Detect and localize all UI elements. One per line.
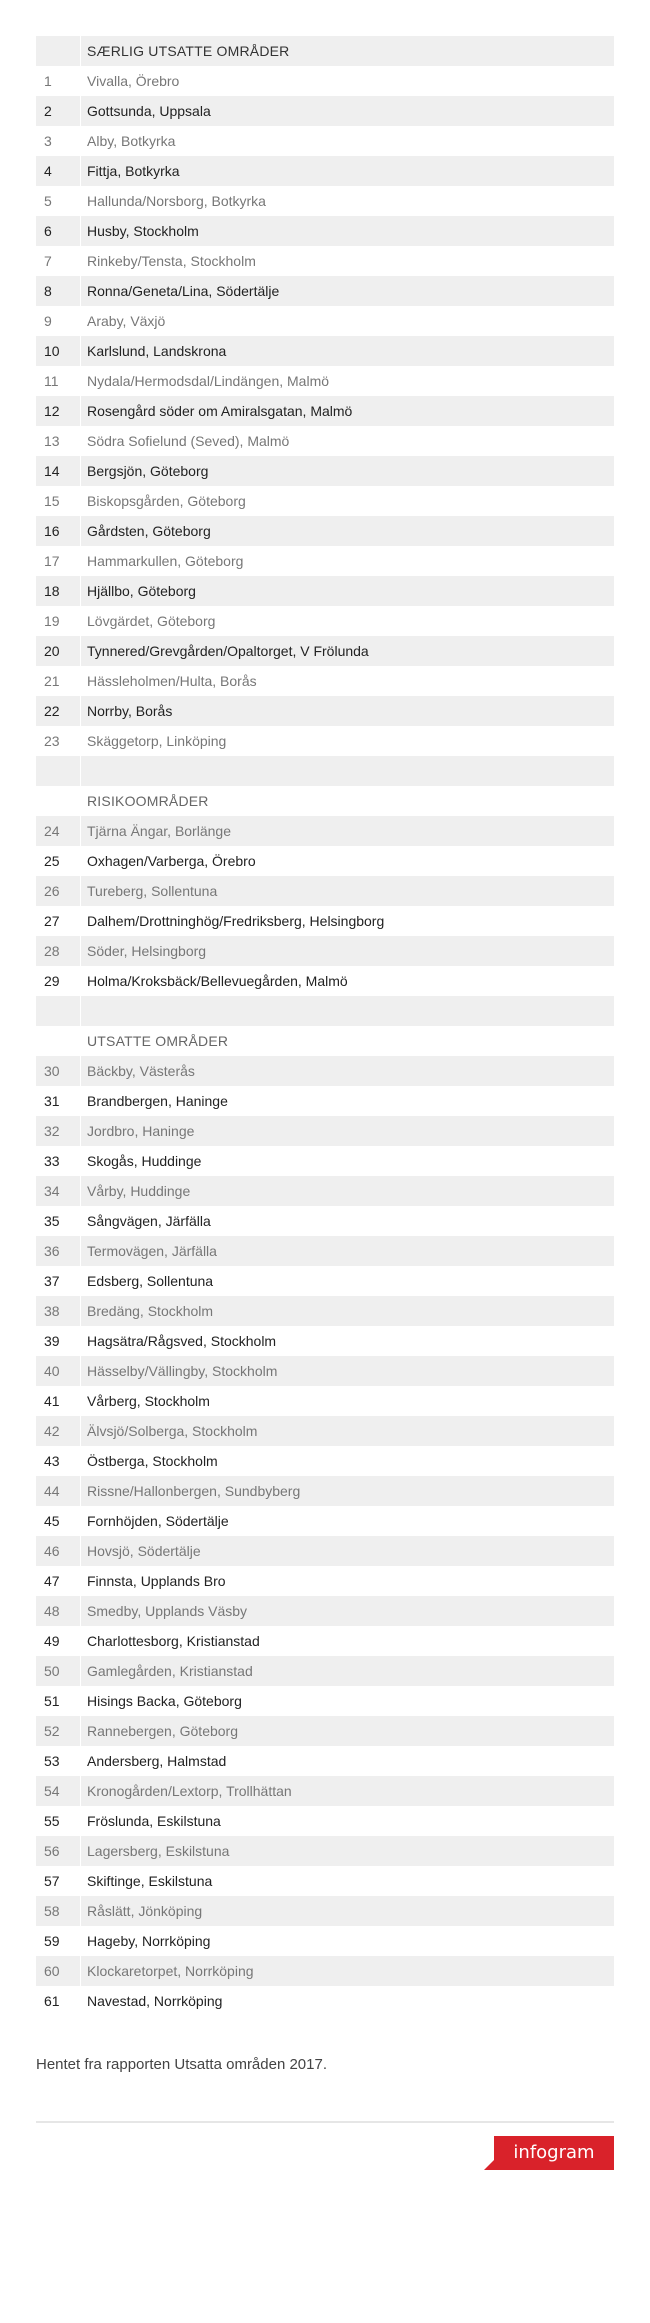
table-row <box>36 606 614 636</box>
row-number: 5 <box>44 193 52 209</box>
table-row <box>36 156 614 186</box>
row-area-name: Tjärna Ängar, Borlänge <box>87 823 231 839</box>
row-number: 16 <box>44 523 60 539</box>
row-area-name: Vårberg, Stockholm <box>87 1393 210 1409</box>
row-area-name: Araby, Växjö <box>87 313 166 329</box>
row-area-name: Hallunda/Norsborg, Botkyrka <box>87 193 266 209</box>
row-number: 57 <box>44 1873 60 1889</box>
row-number: 28 <box>44 943 60 959</box>
areas-table <box>36 36 614 2016</box>
row-area-name: Alby, Botkyrka <box>87 133 176 149</box>
row-area-name: Hisings Backa, Göteborg <box>87 1693 242 1709</box>
table-row <box>36 1386 614 1416</box>
row-area-name: Brandbergen, Haninge <box>87 1093 228 1109</box>
table-row <box>36 1566 614 1596</box>
row-number: 35 <box>44 1213 60 1229</box>
row-number: 55 <box>44 1813 60 1829</box>
row-number: 46 <box>44 1543 60 1559</box>
row-number: 22 <box>44 703 60 719</box>
row-area-name: Holma/Kroksbäck/Bellevuegården, Malmö <box>87 973 348 989</box>
row-area-name: Oxhagen/Varberga, Örebro <box>87 853 256 869</box>
table-row <box>36 816 614 846</box>
row-area-name: Gottsunda, Uppsala <box>87 103 211 119</box>
row-number: 37 <box>44 1273 60 1289</box>
row-area-name: Råslätt, Jönköping <box>87 1903 203 1919</box>
table-row <box>36 336 614 366</box>
row-area-name: Östberga, Stockholm <box>87 1453 218 1469</box>
row-area-name: Vårby, Huddinge <box>87 1183 191 1199</box>
table-row <box>36 906 614 936</box>
row-area-name: Rosengård söder om Amiralsgatan, Malmö <box>87 403 353 419</box>
table-row <box>36 966 614 996</box>
table-row <box>36 486 614 516</box>
table-row <box>36 636 614 666</box>
table-row <box>36 1986 614 2016</box>
row-number: 15 <box>44 493 60 509</box>
row-number: 31 <box>44 1093 60 1109</box>
table-row <box>36 186 614 216</box>
logo-text: infogram <box>513 2142 595 2163</box>
row-area-name: Termovägen, Järfälla <box>87 1243 217 1259</box>
table-row <box>36 936 614 966</box>
row-area-name: Rinkeby/Tensta, Stockholm <box>87 253 256 269</box>
row-area-name: Lövgärdet, Göteborg <box>87 613 216 629</box>
row-area-name: Hageby, Norrköping <box>87 1933 211 1949</box>
row-number: 14 <box>44 463 60 479</box>
table-row <box>36 1746 614 1776</box>
row-area-name: Gårdsten, Göteborg <box>87 523 211 539</box>
row-area-name: Hässleholmen/Hulta, Borås <box>87 673 257 689</box>
row-area-name: Finnsta, Upplands Bro <box>87 1573 226 1589</box>
table-row <box>36 576 614 606</box>
table-row <box>36 546 614 576</box>
row-area-name: Navestad, Norrköping <box>87 1993 223 2009</box>
row-area-name: RISIKOOMRÅDER <box>87 793 209 809</box>
row-number: 26 <box>44 883 60 899</box>
row-area-name: Dalhem/Drottninghög/Fredriksberg, Helsingborg <box>87 913 385 929</box>
row-area-name: Söder, Helsingborg <box>87 943 207 959</box>
row-number: 29 <box>44 973 60 989</box>
table-row <box>36 876 614 906</box>
table-row <box>36 1716 614 1746</box>
row-number: 61 <box>44 1993 60 2009</box>
row-area-name: Skogås, Huddinge <box>87 1153 202 1169</box>
row-number: 17 <box>44 553 60 569</box>
row-area-name: Edsberg, Sollentuna <box>87 1273 214 1289</box>
infogram-logo[interactable] <box>484 2136 614 2182</box>
table-row <box>36 516 614 546</box>
table-row <box>36 1146 614 1176</box>
row-area-name: Bredäng, Stockholm <box>87 1303 214 1319</box>
table-row <box>36 696 614 726</box>
row-area-name: Biskopsgården, Göteborg <box>87 493 246 509</box>
table-row <box>36 1266 614 1296</box>
table-row <box>36 1296 614 1326</box>
row-number: 40 <box>44 1363 60 1379</box>
row-number: 9 <box>44 313 52 329</box>
column-separator <box>80 996 81 1026</box>
row-number: 49 <box>44 1633 60 1649</box>
row-area-name: Hjällbo, Göteborg <box>87 583 196 599</box>
row-area-name: Älvsjö/Solberga, Stockholm <box>87 1423 258 1439</box>
table-row <box>36 306 614 336</box>
row-number: 53 <box>44 1753 60 1769</box>
row-number: 32 <box>44 1123 60 1139</box>
row-number: 18 <box>44 583 60 599</box>
row-area-name: Skiftinge, Eskilstuna <box>87 1873 213 1889</box>
row-number: 30 <box>44 1063 60 1079</box>
table-row <box>36 396 614 426</box>
row-number: 56 <box>44 1843 60 1859</box>
table-row <box>36 1656 614 1686</box>
table-row <box>36 1236 614 1266</box>
row-number: 27 <box>44 913 60 929</box>
row-number: 51 <box>44 1693 60 1709</box>
table-row <box>36 1206 614 1236</box>
row-number: 13 <box>44 433 60 449</box>
row-number: 20 <box>44 643 60 659</box>
row-area-name: Vivalla, Örebro <box>87 73 180 89</box>
table-row <box>36 1866 614 1896</box>
row-area-name: Fornhöjden, Södertälje <box>87 1513 229 1529</box>
row-number: 2 <box>44 103 52 119</box>
spacer-row <box>36 756 614 786</box>
row-area-name: Husby, Stockholm <box>87 223 199 239</box>
row-area-name: Sångvägen, Järfälla <box>87 1213 211 1229</box>
table-row <box>36 1326 614 1356</box>
row-number: 11 <box>44 373 59 389</box>
table-row <box>36 1506 614 1536</box>
row-number: 34 <box>44 1183 60 1199</box>
table-row <box>36 1626 614 1656</box>
section-heading <box>36 36 614 66</box>
table-row <box>36 1596 614 1626</box>
source-footnote: Hentet fra rapporten Utsatta områden 2017. <box>36 2056 328 2073</box>
row-area-name: Klockaretorpet, Norrköping <box>87 1963 254 1979</box>
spacer-row <box>36 996 614 1026</box>
row-area-name: Karlslund, Landskrona <box>87 343 227 359</box>
row-area-name: Hammarkullen, Göteborg <box>87 553 244 569</box>
row-area-name: Gamlegården, Kristianstad <box>87 1663 253 1679</box>
row-area-name: Hovsjö, Södertälje <box>87 1543 201 1559</box>
row-number: 36 <box>44 1243 60 1259</box>
table-row <box>36 426 614 456</box>
logo-ribbon-tail <box>484 2160 494 2170</box>
table-row <box>36 1806 614 1836</box>
row-area-name: Bäckby, Västerås <box>87 1063 195 1079</box>
row-number: 48 <box>44 1603 60 1619</box>
row-area-name: Hässelby/Vällingby, Stockholm <box>87 1363 278 1379</box>
table-row <box>36 96 614 126</box>
column-separator <box>80 756 81 786</box>
row-area-name: Kronogården/Lextorp, Trollhättan <box>87 1783 292 1799</box>
table-row <box>36 1926 614 1956</box>
table-row <box>36 1416 614 1446</box>
table-row <box>36 1446 614 1476</box>
footer-divider <box>36 2121 614 2123</box>
row-area-name: Jordbro, Haninge <box>87 1123 195 1139</box>
row-number: 38 <box>44 1303 60 1319</box>
table-row <box>36 1476 614 1506</box>
table-row <box>36 1086 614 1116</box>
table-row <box>36 216 614 246</box>
row-area-name: Hagsätra/Rågsved, Stockholm <box>87 1333 277 1349</box>
table-row <box>36 1836 614 1866</box>
section-heading <box>36 1026 614 1056</box>
row-area-name: Smedby, Upplands Väsby <box>87 1603 248 1619</box>
table-row <box>36 66 614 96</box>
row-area-name: Tureberg, Sollentuna <box>87 883 218 899</box>
row-number: 58 <box>44 1903 60 1919</box>
row-number: 47 <box>44 1573 60 1589</box>
row-number: 25 <box>44 853 60 869</box>
row-number: 19 <box>44 613 60 629</box>
table-row <box>36 276 614 306</box>
table-row <box>36 666 614 696</box>
row-area-name: Lagersberg, Eskilstuna <box>87 1843 230 1859</box>
table-row <box>36 126 614 156</box>
section-heading <box>36 786 614 816</box>
row-number: 41 <box>44 1393 60 1409</box>
row-area-name: Nydala/Hermodsdal/Lindängen, Malmö <box>87 373 330 389</box>
row-area-name: Ronna/Geneta/Lina, Södertälje <box>87 283 280 299</box>
row-number: 8 <box>44 283 52 299</box>
table-row <box>36 1056 614 1086</box>
row-number: 45 <box>44 1513 60 1529</box>
row-area-name: Charlottesborg, Kristianstad <box>87 1633 260 1649</box>
row-number: 10 <box>44 343 60 359</box>
row-area-name: Tynnered/Grevgården/Opaltorget, V Frölunda <box>87 643 369 659</box>
row-number: 23 <box>44 733 60 749</box>
row-number: 39 <box>44 1333 60 1349</box>
row-area-name: Andersberg, Halmstad <box>87 1753 227 1769</box>
table-row <box>36 1356 614 1386</box>
row-area-name: Bergsjön, Göteborg <box>87 463 209 479</box>
row-area-name: Södra Sofielund (Seved), Malmö <box>87 433 290 449</box>
row-area-name: Skäggetorp, Linköping <box>87 733 227 749</box>
table-row <box>36 1776 614 1806</box>
table-row <box>36 456 614 486</box>
row-area-name: Rannebergen, Göteborg <box>87 1723 238 1739</box>
row-number: 6 <box>44 223 52 239</box>
row-number: 24 <box>44 823 60 839</box>
row-number: 52 <box>44 1723 60 1739</box>
row-number: 54 <box>44 1783 60 1799</box>
row-area-name: Norrby, Borås <box>87 703 173 719</box>
table-row <box>36 726 614 756</box>
row-area-name: SÆRLIG UTSATTE OMRÅDER <box>87 43 290 59</box>
table-row <box>36 1896 614 1926</box>
row-number: 44 <box>44 1483 60 1499</box>
row-area-name: UTSATTE OMRÅDER <box>87 1033 229 1049</box>
row-area-name: Rissne/Hallonbergen, Sundbyberg <box>87 1483 301 1499</box>
table-row <box>36 366 614 396</box>
row-number: 43 <box>44 1453 60 1469</box>
table-row <box>36 1116 614 1146</box>
row-number: 3 <box>44 133 52 149</box>
table-row <box>36 1536 614 1566</box>
table-row <box>36 846 614 876</box>
table-row <box>36 1956 614 1986</box>
row-number: 7 <box>44 253 52 269</box>
row-number: 60 <box>44 1963 60 1979</box>
row-number: 50 <box>44 1663 60 1679</box>
row-number: 59 <box>44 1933 60 1949</box>
table-row <box>36 246 614 276</box>
row-number: 42 <box>44 1423 60 1439</box>
row-area-name: Fittja, Botkyrka <box>87 163 180 179</box>
row-area-name: Fröslunda, Eskilstuna <box>87 1813 221 1829</box>
row-number: 1 <box>44 73 52 89</box>
row-number: 33 <box>44 1153 60 1169</box>
table-row <box>36 1686 614 1716</box>
table-row <box>36 1176 614 1206</box>
row-number: 12 <box>44 403 60 419</box>
row-number: 4 <box>44 163 52 179</box>
row-number: 21 <box>44 673 60 689</box>
